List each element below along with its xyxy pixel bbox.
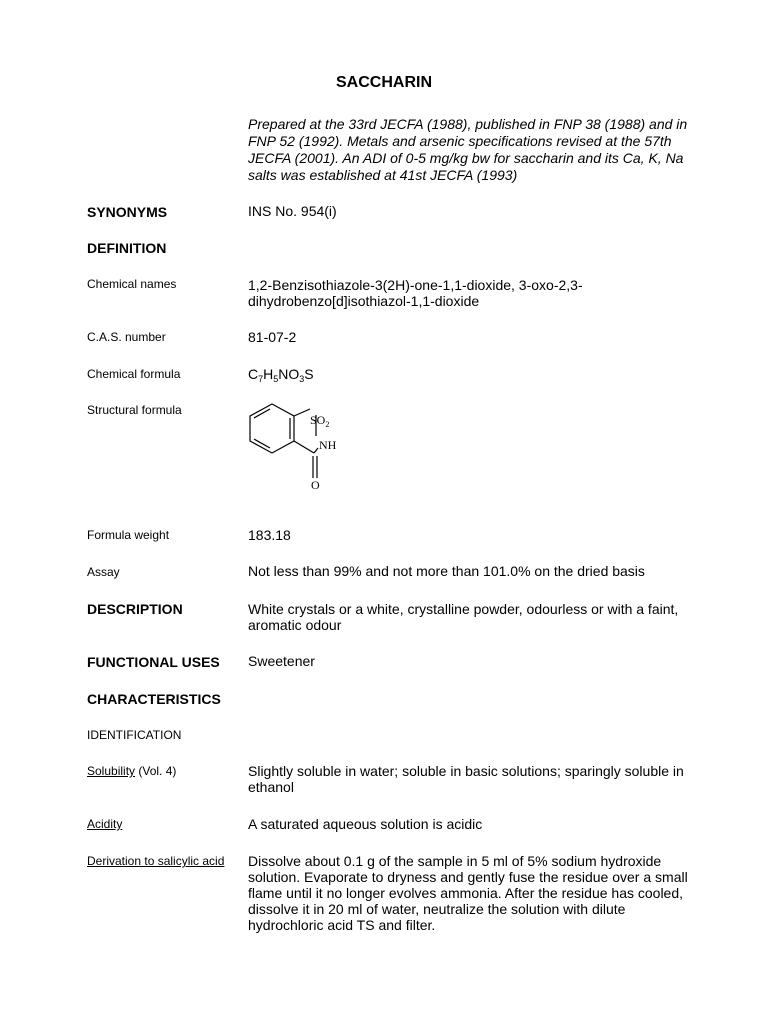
functional-uses-heading: FUNCTIONAL USES: [87, 654, 220, 670]
synonyms-heading: SYNONYMS: [87, 204, 168, 220]
cas-label: C.A.S. number: [87, 330, 166, 344]
saccharin-structure-diagram: [240, 396, 370, 496]
page-title: SACCHARIN: [336, 74, 432, 91]
derivation-link[interactable]: Derivation to salicylic acid: [87, 854, 225, 868]
solubility-link[interactable]: Solubility: [87, 764, 136, 778]
identification-label: IDENTIFICATION: [87, 728, 182, 742]
definition-heading: DEFINITION: [87, 240, 167, 256]
intro-paragraph: Prepared at the 33rd JECFA (1988), published in FNP 38 (1988) and in FNP 52 (1992). Metals and arsenic specifications revised at the 57th JECFA (2001). An ADI of 0-5 mg/kg bw for saccharin and its Ca, K, Na salts was established at 41st JECFA (1993): [248, 116, 688, 183]
structural-formula-label: Structural formula: [87, 403, 182, 417]
solubility-value: Slightly soluble in water; soluble in basic solutions; sparingly soluble in ethanol: [248, 763, 684, 795]
description-value: White crystals or a white, crystalline powder, odourless or with a faint, aromatic odour: [248, 601, 679, 633]
synonyms-value: INS No. 954(i): [248, 203, 337, 219]
carbonyl-o-label: O: [311, 478, 320, 492]
solubility-label: Solubility (Vol. 4): [87, 764, 177, 778]
chemical-formula-value: $C_7H_5NO_3S$: [248, 366, 314, 384]
acidity-link[interactable]: Acidity: [87, 817, 123, 831]
nh-label: NH: [319, 438, 337, 452]
acidity-value: A saturated aqueous solution is acidic: [248, 816, 483, 832]
formula-weight-value: 183.18: [248, 527, 291, 543]
derivation-value: Dissolve about 0.1 g of the sample in 5 ml of 5% sodium hydroxide solution. Evaporate to dryness and gently fuse the residue over a small flame until it no longer evolves ammonia. After the residue has cooled, dissolve it in 20 ml of water, neutralize the solution with dilute hydrochloric acid TS and filter.: [248, 853, 688, 933]
formula-weight-label: Formula weight: [87, 528, 170, 542]
so2-label: $SO_2$: [310, 413, 330, 429]
cas-value: 81-07-2: [248, 329, 297, 345]
chemical-names-label: Chemical names: [87, 277, 177, 291]
assay-label: Assay: [87, 565, 120, 579]
assay-value: Not less than 99% and not more than 101.0% on the dried basis: [248, 563, 645, 579]
chemical-formula-label: Chemical formula: [87, 367, 181, 381]
description-heading: DESCRIPTION: [87, 601, 183, 617]
chemical-names-value: 1,2-Benzisothiazole-3(2H)-one-1,1-dioxide, 3-oxo-2,3-dihydrobenzo[d]isothiazol-1,1-dioxide: [248, 277, 583, 309]
characteristics-heading: CHARACTERISTICS: [87, 691, 221, 707]
functional-uses-value: Sweetener: [248, 653, 315, 669]
